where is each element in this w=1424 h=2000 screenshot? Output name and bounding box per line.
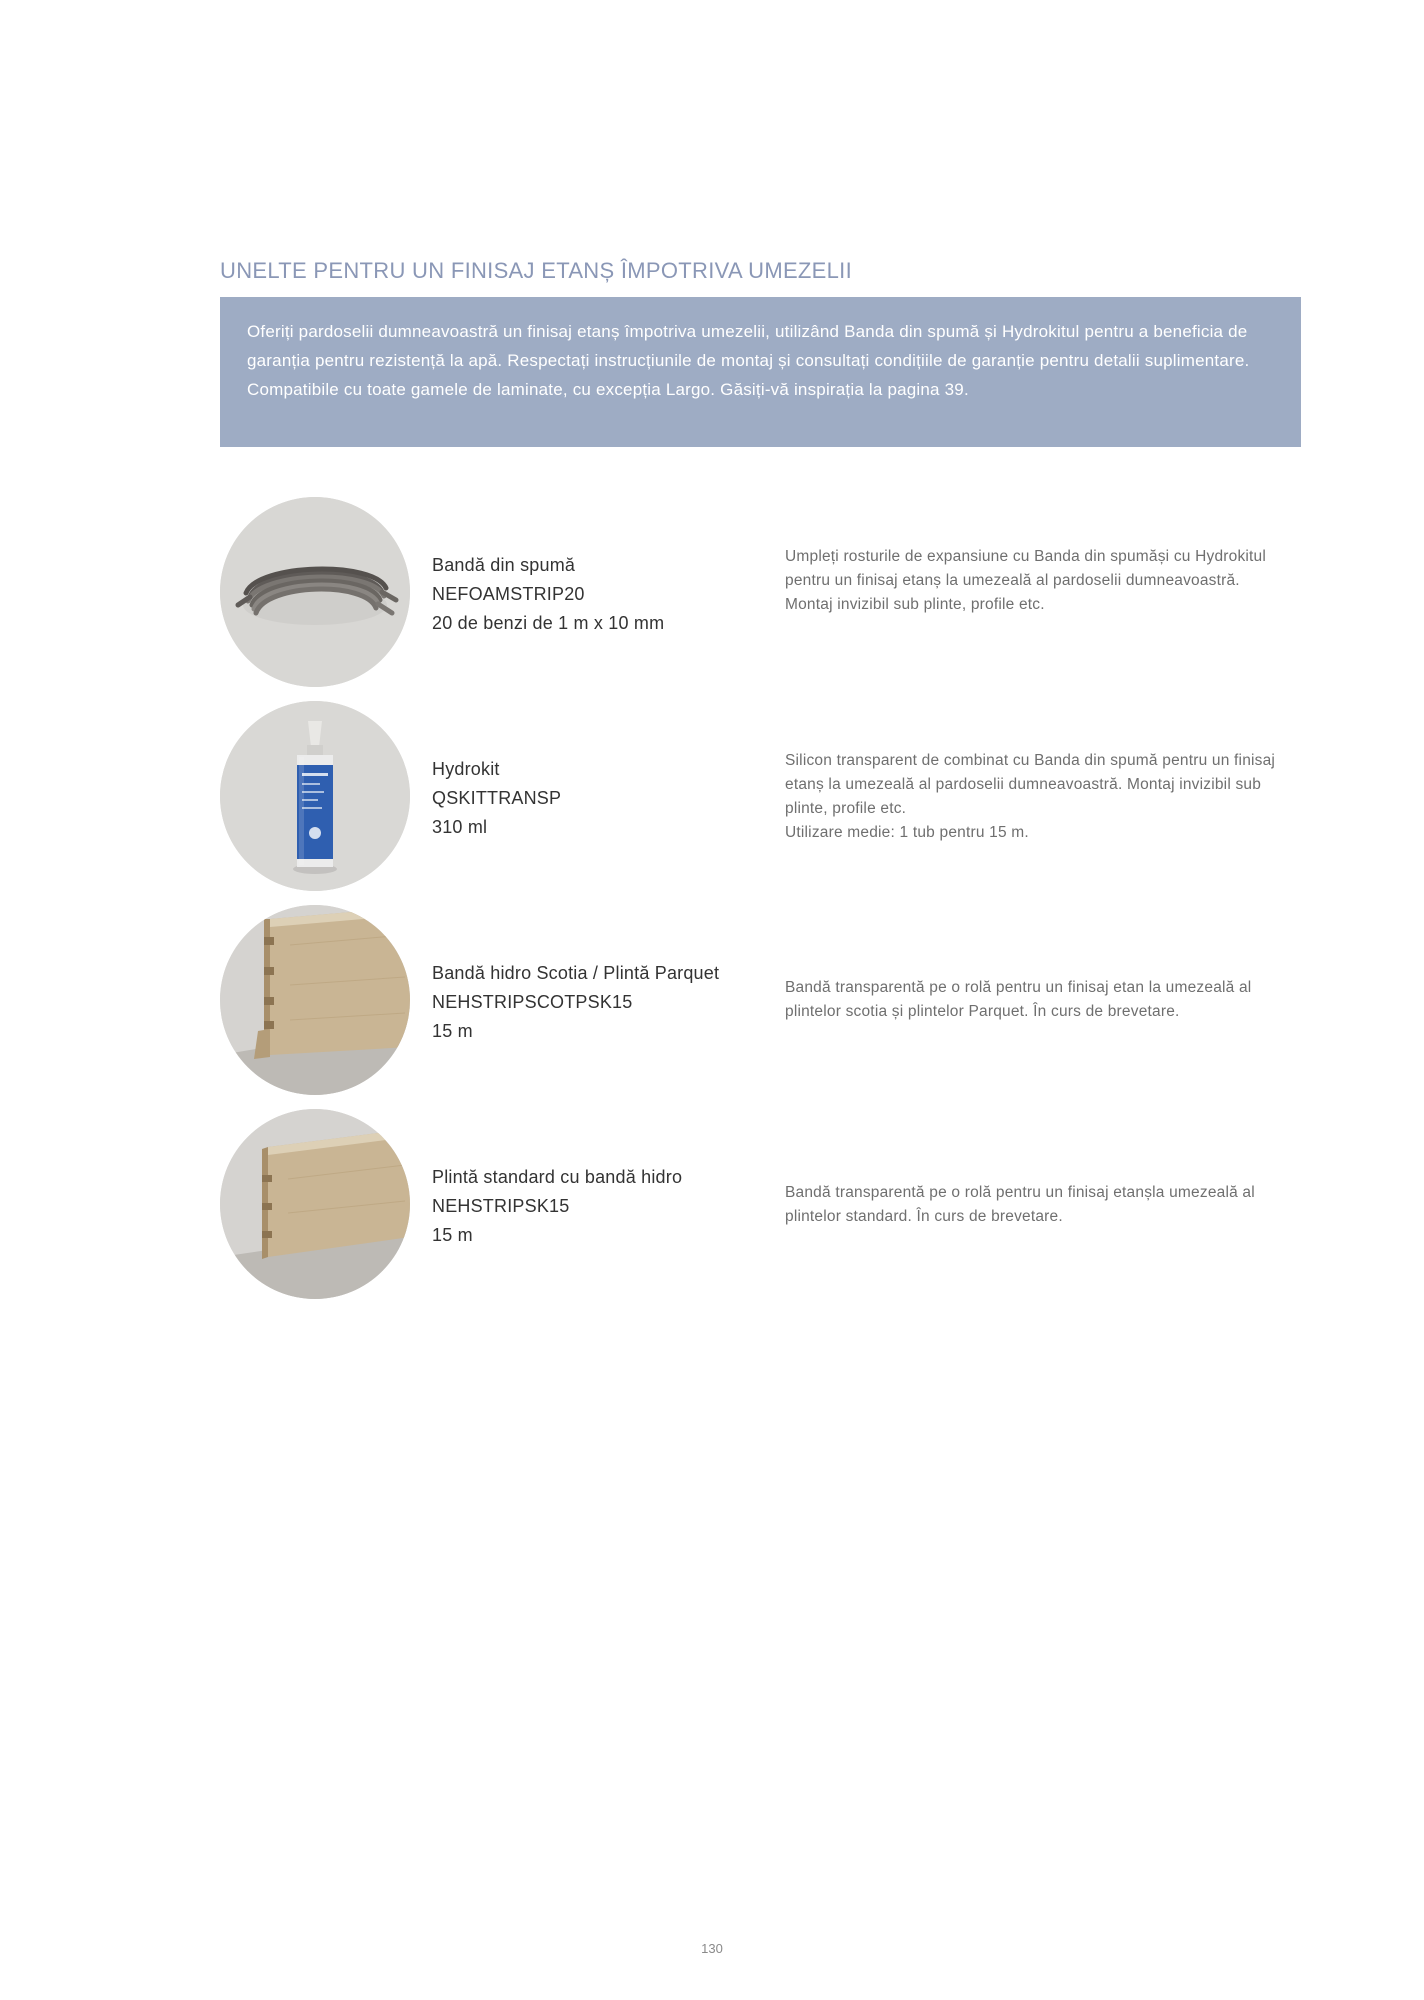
- product-code: NEHSTRIPSCOTPSK15: [432, 992, 633, 1012]
- description-paragraph: Umpleți rosturile de expansiune cu Banda din spumăși cu Hydrokitul pentru un finisaj etanș la umezeală al pardoselii dumneavoastră.: [785, 548, 1267, 589]
- standard-skirting-icon: [220, 1109, 410, 1299]
- description-paragraph: Utilizare medie: 1 tub pentru 15 m.: [785, 824, 1029, 841]
- product-name: Hydrokit: [432, 759, 500, 779]
- product-name: Bandă hidro Scotia / Plintă Parquet: [432, 963, 720, 983]
- product-description: [785, 976, 1301, 1024]
- product-description: [785, 1181, 1301, 1229]
- product-name: Bandă din spumă: [432, 555, 576, 575]
- product-name: Plintă standard cu bandă hidro: [432, 1167, 683, 1187]
- product-info: [432, 551, 772, 638]
- product-code: QSKITTRANSP: [432, 788, 562, 808]
- product-size: 310 ml: [432, 817, 488, 837]
- foam-strip-coil-icon: [220, 497, 410, 687]
- product-foam-strip: [220, 497, 1301, 689]
- description-paragraph: Montaj invizibil sub plinte, profile etc.: [785, 596, 1045, 613]
- intro-box: Oferiți pardoselii dumneavoastră un finisaj etanș împotriva umezelii, utilizând Banda din spumă și Hydrokitul pentru a beneficia de garanția pentru rezistență la apă. Respectați instrucțiunile de montaj și consultați condițiile de garanție pentru detalii suplimentare. Compatibile cu toate gamele de laminate, cu excepția Largo. Găsiți-vă inspirația la pagina 39.: [220, 297, 1301, 447]
- page-number: 130: [701, 1941, 723, 1956]
- product-info: [432, 1163, 772, 1250]
- product-scotia-strip: [220, 905, 1301, 1097]
- product-size: 20 de benzi de 1 m x 10 mm: [432, 613, 665, 633]
- description-paragraph: Bandă transparentă pe o rolă pentru un finisaj etanșla umezeală al plintelor standard. În curs de brevetare.: [785, 1184, 1255, 1225]
- description-paragraph: Bandă transparentă pe o rolă pentru un finisaj etan la umezeală al plintelor scotia și plintelor Parquet. În curs de brevetare.: [785, 979, 1252, 1020]
- product-description: [785, 749, 1301, 845]
- product-code: NEFOAMSTRIP20: [432, 584, 585, 604]
- description-paragraph: Silicon transparent de combinat cu Banda din spumă pentru un finisaj etanș la umezeală al pardoselii dumneavoastră. Montaj invizibil sub plinte, profile etc.: [785, 752, 1276, 817]
- product-size: 15 m: [432, 1021, 473, 1041]
- scotia-skirting-icon: [220, 905, 410, 1095]
- product-info: [432, 959, 772, 1046]
- product-hydrokit: [220, 701, 1301, 893]
- silicone-cartridge-icon: [220, 701, 410, 891]
- product-code: NEHSTRIPSK15: [432, 1196, 570, 1216]
- section-title: UNELTE PENTRU UN FINISAJ ETANȘ ÎMPOTRIVA UMEZELII: [220, 258, 852, 283]
- product-description: [785, 545, 1301, 617]
- product-info: [432, 755, 772, 842]
- product-standard-skirting: [220, 1109, 1301, 1301]
- product-size: 15 m: [432, 1225, 473, 1245]
